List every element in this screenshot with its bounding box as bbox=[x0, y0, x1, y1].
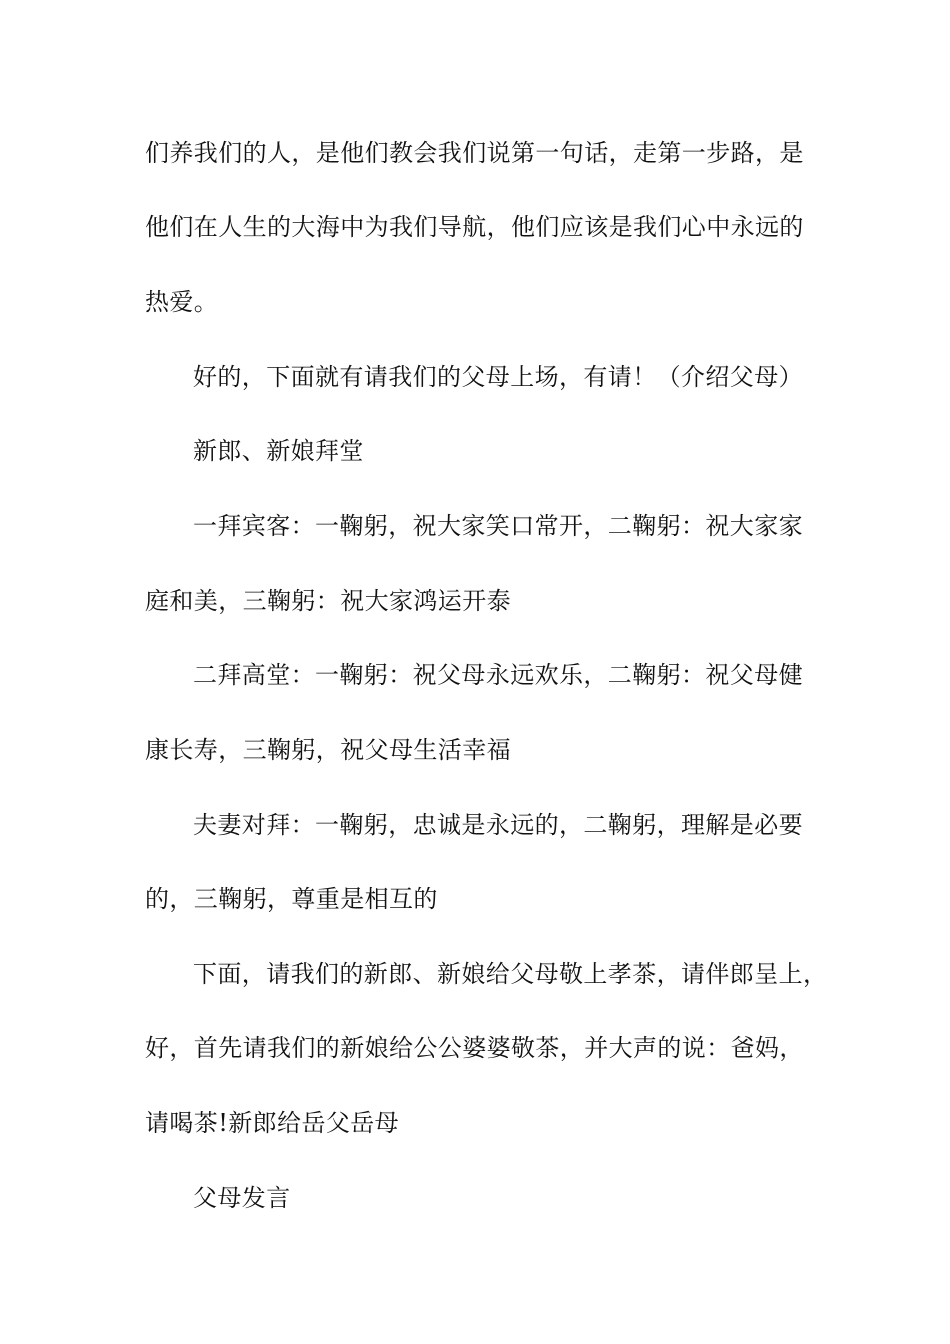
text-line: 一拜宾客：一鞠躬，祝大家笑口常开，二鞠躬：祝大家家 bbox=[193, 512, 803, 540]
section-heading: 新郎、新娘拜堂 bbox=[193, 437, 364, 465]
section-heading: 父母发言 bbox=[193, 1184, 291, 1212]
text-line: 热爱。 bbox=[145, 288, 219, 316]
text-line: 好，首先请我们的新娘给公公婆婆敬茶，并大声的说：爸妈， bbox=[145, 1034, 804, 1062]
text-line: 二拜高堂：一鞠躬：祝父母永远欢乐，二鞠躬：祝父母健 bbox=[193, 661, 803, 689]
text-line: 的，三鞠躬，尊重是相互的 bbox=[145, 885, 438, 913]
text-line: 他们在人生的大海中为我们导航，他们应该是我们心中永远的 bbox=[145, 213, 804, 241]
text-line: 夫妻对拜：一鞠躬，忠诚是永远的，二鞠躬，理解是必要 bbox=[193, 811, 803, 839]
text-line: 们养我们的人，是他们教会我们说第一句话，走第一步路，是 bbox=[145, 139, 804, 167]
text-line: 庭和美，三鞠躬：祝大家鸿运开泰 bbox=[145, 587, 511, 615]
text-line: 下面，请我们的新郎、新娘给父母敬上孝茶，请伴郎呈上， bbox=[193, 960, 828, 988]
text-line: 请喝茶!新郎给岳父岳母 bbox=[145, 1109, 400, 1137]
text-line: 康长寿，三鞠躬，祝父母生活幸福 bbox=[145, 736, 511, 764]
text-line: 好的，下面就有请我们的父母上场，有请！（介绍父母） bbox=[193, 363, 803, 391]
